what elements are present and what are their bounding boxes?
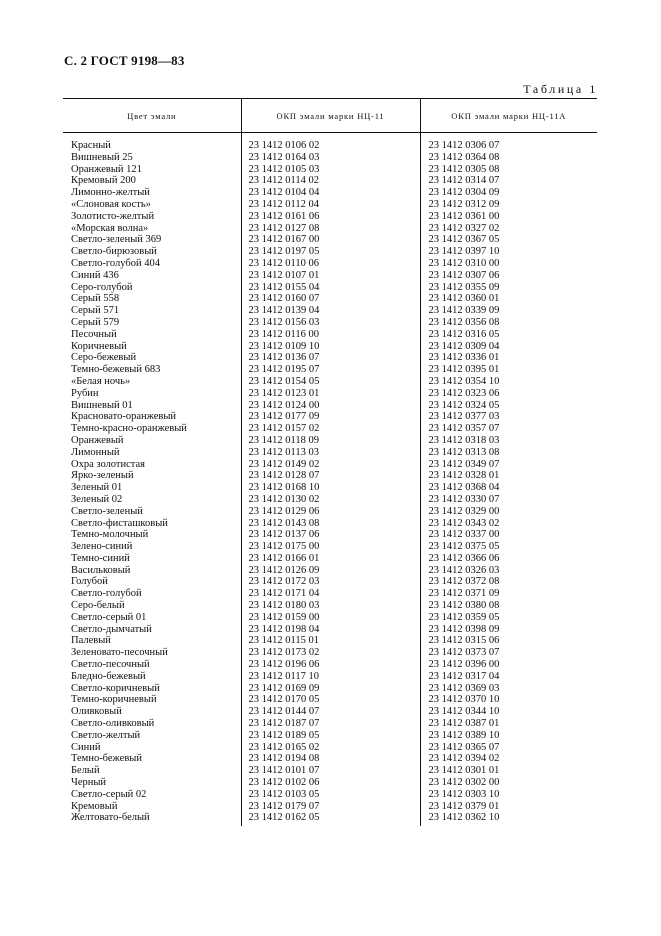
table-row <box>63 635 597 647</box>
table-row <box>63 706 597 718</box>
okp-nc11a-cell: 23 1412 0396 00 <box>420 659 597 671</box>
okp-nc11-cell: 23 1412 0179 07 <box>241 801 420 813</box>
okp-nc11a-cell: 23 1412 0337 00 <box>420 529 597 541</box>
okp-nc11a-cell: 23 1412 0373 07 <box>420 647 597 659</box>
table-row <box>63 518 597 530</box>
table-row <box>63 753 597 765</box>
okp-nc11-cell: 23 1412 0160 07 <box>241 293 420 305</box>
table-container <box>63 98 597 826</box>
okp-nc11-cell: 23 1412 0139 04 <box>241 305 420 317</box>
okp-nc11a-cell: 23 1412 0302 00 <box>420 777 597 789</box>
okp-nc11a-cell: 23 1412 0330 07 <box>420 494 597 506</box>
table-row <box>63 423 597 435</box>
okp-nc11-cell: 23 1412 0112 04 <box>241 199 420 211</box>
okp-nc11a-cell: 23 1412 0398 09 <box>420 624 597 636</box>
okp-nc11a-cell: 23 1412 0357 07 <box>420 423 597 435</box>
okp-nc11a-cell: 23 1412 0368 04 <box>420 482 597 494</box>
table-row <box>63 482 597 494</box>
color-name-cell: Лимонно-желтый <box>71 187 150 199</box>
okp-nc11-cell: 23 1412 0175 00 <box>241 541 420 553</box>
okp-nc11a-cell: 23 1412 0356 08 <box>420 317 597 329</box>
table-header-row <box>63 99 597 133</box>
color-name-cell: Синий <box>71 741 101 753</box>
okp-nc11-cell: 23 1412 0154 05 <box>241 376 420 388</box>
okp-nc11a-cell: 23 1412 0379 01 <box>420 801 597 813</box>
color-name-cell: Темно-молочный <box>71 529 149 541</box>
okp-nc11-cell: 23 1412 0117 10 <box>241 671 420 683</box>
okp-nc11-cell: 23 1412 0124 00 <box>241 400 420 412</box>
color-name-cell: Васильковый <box>71 564 131 576</box>
table-row <box>63 694 597 706</box>
table-row <box>63 352 597 364</box>
color-name-cell: Оранжевый 121 <box>71 163 142 175</box>
okp-nc11a-cell: 23 1412 0362 10 <box>420 812 597 826</box>
okp-nc11a-cell: 23 1412 0397 10 <box>420 246 597 258</box>
okp-nc11-cell: 23 1412 0127 08 <box>241 223 420 235</box>
table-body <box>63 133 597 827</box>
enamel-okp-table <box>63 98 597 826</box>
okp-nc11-cell: 23 1412 0168 10 <box>241 482 420 494</box>
okp-nc11-cell: 23 1412 0143 08 <box>241 518 420 530</box>
okp-nc11a-cell: 23 1412 0355 09 <box>420 282 597 294</box>
table-row <box>63 447 597 459</box>
okp-nc11a-cell: 23 1412 0323 06 <box>420 388 597 400</box>
table-row <box>63 435 597 447</box>
okp-nc11a-cell: 23 1412 0316 05 <box>420 329 597 341</box>
color-name-cell: Светло-фисташковый <box>71 517 168 529</box>
okp-nc11a-cell: 23 1412 0366 06 <box>420 553 597 565</box>
color-name-cell: Синий 436 <box>71 269 119 281</box>
table-row <box>63 293 597 305</box>
table-row <box>63 246 597 258</box>
okp-nc11-cell: 23 1412 0180 03 <box>241 600 420 612</box>
table-row <box>63 553 597 565</box>
okp-nc11-cell: 23 1412 0197 05 <box>241 246 420 258</box>
table-row <box>63 175 597 187</box>
table-row <box>63 152 597 164</box>
table-row <box>63 388 597 400</box>
color-name-cell: Светло-серый 01 <box>71 611 147 623</box>
okp-nc11-cell: 23 1412 0126 09 <box>241 565 420 577</box>
okp-nc11a-cell: 23 1412 0306 07 <box>420 133 597 152</box>
table-caption: Таблица 1 <box>523 82 598 96</box>
color-name-cell: Оранжевый <box>71 434 124 446</box>
okp-nc11a-cell: 23 1412 0367 05 <box>420 234 597 246</box>
okp-nc11-cell: 23 1412 0173 02 <box>241 647 420 659</box>
okp-nc11a-cell: 23 1412 0329 00 <box>420 506 597 518</box>
okp-nc11a-cell: 23 1412 0327 02 <box>420 223 597 235</box>
okp-nc11a-cell: 23 1412 0312 09 <box>420 199 597 211</box>
okp-nc11a-cell: 23 1412 0375 05 <box>420 541 597 553</box>
color-name-cell: Светло-зеленый <box>71 505 143 517</box>
color-name-cell: Желтовато-белый <box>71 812 150 824</box>
color-name-cell: Темно-бежевый <box>71 753 142 765</box>
okp-nc11a-cell: 23 1412 0339 09 <box>420 305 597 317</box>
okp-nc11a-cell: 23 1412 0364 08 <box>420 152 597 164</box>
table-row <box>63 718 597 730</box>
okp-nc11a-cell: 23 1412 0314 07 <box>420 175 597 187</box>
table-row <box>63 659 597 671</box>
okp-nc11-cell: 23 1412 0187 07 <box>241 718 420 730</box>
okp-nc11a-cell: 23 1412 0387 01 <box>420 718 597 730</box>
color-name-cell: Серо-бежевый <box>71 352 137 364</box>
okp-nc11-cell: 23 1412 0130 02 <box>241 494 420 506</box>
table-row <box>63 470 597 482</box>
okp-nc11a-cell: 23 1412 0343 02 <box>420 518 597 530</box>
column-header-okp-nc11a: ОКП эмали марки НЦ-11А <box>420 99 597 133</box>
okp-nc11-cell: 23 1412 0114 02 <box>241 175 420 187</box>
okp-nc11-cell: 23 1412 0189 05 <box>241 730 420 742</box>
table-row <box>63 812 597 826</box>
table-row <box>63 494 597 506</box>
table-row <box>63 282 597 294</box>
color-name-cell: Светло-бирюзовый <box>71 246 157 258</box>
table-row <box>63 742 597 754</box>
okp-nc11a-cell: 23 1412 0371 09 <box>420 588 597 600</box>
color-name-cell: Темно-коричневый <box>71 694 157 706</box>
okp-nc11a-cell: 23 1412 0309 04 <box>420 341 597 353</box>
okp-nc11a-cell: 23 1412 0394 02 <box>420 753 597 765</box>
color-name-cell: Золотисто-желтый <box>71 210 155 222</box>
color-name-cell: Светло-дымчатый <box>71 623 152 635</box>
color-name-cell: Оливковый <box>71 706 122 718</box>
okp-nc11-cell: 23 1412 0196 06 <box>241 659 420 671</box>
okp-nc11-cell: 23 1412 0165 02 <box>241 742 420 754</box>
okp-nc11a-cell: 23 1412 0365 07 <box>420 742 597 754</box>
table-row <box>63 765 597 777</box>
table-row <box>63 164 597 176</box>
color-name-cell: Голубой <box>71 576 108 588</box>
table-row <box>63 730 597 742</box>
okp-nc11-cell: 23 1412 0162 05 <box>241 812 420 826</box>
okp-nc11a-cell: 23 1412 0307 06 <box>420 270 597 282</box>
color-name-cell: Кремовый 200 <box>71 175 136 187</box>
okp-nc11a-cell: 23 1412 0344 10 <box>420 706 597 718</box>
okp-nc11-cell: 23 1412 0110 06 <box>241 258 420 270</box>
color-name-cell: Палевый <box>71 635 111 647</box>
color-name-cell: «Морская волна» <box>71 222 149 234</box>
color-name-cell: Светло-зеленый 369 <box>71 234 162 246</box>
table-row <box>63 541 597 553</box>
table-row <box>63 647 597 659</box>
okp-nc11a-cell: 23 1412 0324 05 <box>420 400 597 412</box>
color-name-cell: Темно-бежевый 683 <box>71 364 161 376</box>
okp-nc11-cell: 23 1412 0118 09 <box>241 435 420 447</box>
table-row <box>63 317 597 329</box>
table-row <box>63 529 597 541</box>
okp-nc11-cell: 23 1412 0123 01 <box>241 388 420 400</box>
okp-nc11a-cell: 23 1412 0328 01 <box>420 470 597 482</box>
okp-nc11a-cell: 23 1412 0336 01 <box>420 352 597 364</box>
color-name-cell: Бледно-бежевый <box>71 670 146 682</box>
table-row <box>63 612 597 624</box>
okp-nc11a-cell: 23 1412 0380 08 <box>420 600 597 612</box>
color-name-cell: Темно-красно-оранжевый <box>71 423 187 435</box>
column-header-color: Цвет эмали <box>63 99 241 133</box>
okp-nc11-cell: 23 1412 0103 05 <box>241 789 420 801</box>
color-name-cell: Рубин <box>71 387 99 399</box>
color-name-cell: Светло-серый 02 <box>71 788 147 800</box>
okp-nc11a-cell: 23 1412 0395 01 <box>420 364 597 376</box>
okp-nc11a-cell: 23 1412 0304 09 <box>420 187 597 199</box>
table-row <box>63 789 597 801</box>
okp-nc11-cell: 23 1412 0116 00 <box>241 329 420 341</box>
okp-nc11-cell: 23 1412 0161 06 <box>241 211 420 223</box>
color-name-cell: Серый 571 <box>71 305 120 317</box>
color-name-cell: Коричневый <box>71 340 127 352</box>
table-row <box>63 199 597 211</box>
okp-nc11-cell: 23 1412 0171 04 <box>241 588 420 600</box>
okp-nc11a-cell: 23 1412 0305 08 <box>420 164 597 176</box>
table-row <box>63 187 597 199</box>
okp-nc11-cell: 23 1412 0157 02 <box>241 423 420 435</box>
color-name-cell: «Белая ночь» <box>71 375 131 387</box>
table-row <box>63 270 597 282</box>
okp-nc11-cell: 23 1412 0106 02 <box>241 133 420 152</box>
okp-nc11-cell: 23 1412 0169 09 <box>241 683 420 695</box>
okp-nc11a-cell: 23 1412 0361 00 <box>420 211 597 223</box>
color-name-cell: Серый 579 <box>71 316 120 328</box>
okp-nc11a-cell: 23 1412 0313 08 <box>420 447 597 459</box>
table-row <box>63 376 597 388</box>
okp-nc11-cell: 23 1412 0144 07 <box>241 706 420 718</box>
okp-nc11a-cell: 23 1412 0326 03 <box>420 565 597 577</box>
color-name-cell: Серо-белый <box>71 600 125 612</box>
okp-nc11-cell: 23 1412 0137 06 <box>241 529 420 541</box>
okp-nc11a-cell: 23 1412 0301 01 <box>420 765 597 777</box>
page-header: С. 2 ГОСТ 9198—83 <box>64 53 185 68</box>
color-name-cell: Кремовый <box>71 800 118 812</box>
color-name-cell: Белый <box>71 765 100 777</box>
okp-nc11a-cell: 23 1412 0369 03 <box>420 683 597 695</box>
column-header-okp-nc11: ОКП эмали марки НЦ-11 <box>241 99 420 133</box>
color-name-cell: Темно-синий <box>71 552 130 564</box>
table-row <box>63 411 597 423</box>
color-name-cell: Серый 558 <box>71 293 120 305</box>
okp-nc11a-cell: 23 1412 0349 07 <box>420 459 597 471</box>
table-row <box>63 600 597 612</box>
table-row <box>63 624 597 636</box>
okp-nc11a-cell: 23 1412 0303 10 <box>420 789 597 801</box>
table-row <box>63 364 597 376</box>
table-row <box>63 400 597 412</box>
color-name-cell: Светло-желтый <box>71 729 141 741</box>
color-name-cell: Зеленовато-песочный <box>71 647 168 659</box>
color-name-cell: Светло-коричневый <box>71 682 160 694</box>
table-row <box>63 801 597 813</box>
color-name-cell: Светло-песочный <box>71 659 150 671</box>
color-name-cell: Зелено-синий <box>71 541 133 553</box>
table-row <box>63 329 597 341</box>
okp-nc11-cell: 23 1412 0164 03 <box>241 152 420 164</box>
okp-nc11-cell: 23 1412 0105 03 <box>241 164 420 176</box>
color-name-cell: Красновато-оранжевый <box>71 411 177 423</box>
okp-nc11-cell: 23 1412 0166 01 <box>241 553 420 565</box>
okp-nc11-cell: 23 1412 0195 07 <box>241 364 420 376</box>
color-name-cell: Красный <box>71 140 111 151</box>
okp-nc11a-cell: 23 1412 0354 10 <box>420 376 597 388</box>
color-name-cell: Вишневый 01 <box>71 399 133 411</box>
okp-nc11a-cell: 23 1412 0389 10 <box>420 730 597 742</box>
okp-nc11a-cell: 23 1412 0315 06 <box>420 635 597 647</box>
okp-nc11-cell: 23 1412 0101 07 <box>241 765 420 777</box>
table-row <box>63 341 597 353</box>
okp-nc11-cell: 23 1412 0136 07 <box>241 352 420 364</box>
okp-nc11-cell: 23 1412 0107 01 <box>241 270 420 282</box>
okp-nc11-cell: 23 1412 0115 01 <box>241 635 420 647</box>
table-row <box>63 211 597 223</box>
color-name-cell: Зеленый 02 <box>71 493 123 505</box>
okp-nc11a-cell: 23 1412 0318 03 <box>420 435 597 447</box>
color-name-cell: Вишневый 25 <box>71 151 133 163</box>
table-row <box>63 565 597 577</box>
okp-nc11a-cell: 23 1412 0359 05 <box>420 612 597 624</box>
color-name-cell: Зеленый 01 <box>71 482 123 494</box>
table-row <box>63 223 597 235</box>
okp-nc11-cell: 23 1412 0149 02 <box>241 459 420 471</box>
table-row <box>63 506 597 518</box>
okp-nc11-cell: 23 1412 0167 00 <box>241 234 420 246</box>
color-name-cell: Песочный <box>71 328 117 340</box>
color-name-cell: Светло-голубой <box>71 588 142 600</box>
okp-nc11-cell: 23 1412 0113 03 <box>241 447 420 459</box>
okp-nc11-cell: 23 1412 0177 09 <box>241 411 420 423</box>
okp-nc11a-cell: 23 1412 0310 00 <box>420 258 597 270</box>
color-name-cell: Лимонный <box>71 446 120 458</box>
color-name-cell: Ярко-зеленый <box>71 470 134 482</box>
okp-nc11-cell: 23 1412 0129 06 <box>241 506 420 518</box>
okp-nc11-cell: 23 1412 0102 06 <box>241 777 420 789</box>
okp-nc11-cell: 23 1412 0198 04 <box>241 624 420 636</box>
table-row <box>63 671 597 683</box>
okp-nc11-cell: 23 1412 0159 00 <box>241 612 420 624</box>
okp-nc11a-cell: 23 1412 0370 10 <box>420 694 597 706</box>
table-row <box>63 777 597 789</box>
table-row <box>63 133 597 152</box>
okp-nc11-cell: 23 1412 0109 10 <box>241 341 420 353</box>
color-name-cell: «Слоновая кость» <box>71 198 151 210</box>
okp-nc11a-cell: 23 1412 0360 01 <box>420 293 597 305</box>
okp-nc11a-cell: 23 1412 0317 04 <box>420 671 597 683</box>
color-name-cell: Черный <box>71 777 107 789</box>
table-row <box>63 234 597 246</box>
okp-nc11-cell: 23 1412 0156 03 <box>241 317 420 329</box>
okp-nc11-cell: 23 1412 0155 04 <box>241 282 420 294</box>
table-row <box>63 459 597 471</box>
table-row <box>63 683 597 695</box>
color-name-cell: Светло-оливковый <box>71 718 155 730</box>
table-row <box>63 576 597 588</box>
color-name-cell: Светло-голубой 404 <box>71 257 160 269</box>
color-name-cell: Охра золотистая <box>71 458 145 470</box>
okp-nc11-cell: 23 1412 0128 07 <box>241 470 420 482</box>
okp-nc11a-cell: 23 1412 0377 03 <box>420 411 597 423</box>
color-name-cell: Серо-голубой <box>71 281 133 293</box>
table-row <box>63 258 597 270</box>
okp-nc11-cell: 23 1412 0194 08 <box>241 753 420 765</box>
okp-nc11-cell: 23 1412 0104 04 <box>241 187 420 199</box>
okp-nc11-cell: 23 1412 0170 05 <box>241 694 420 706</box>
table-row <box>63 588 597 600</box>
okp-nc11a-cell: 23 1412 0372 08 <box>420 576 597 588</box>
okp-nc11-cell: 23 1412 0172 03 <box>241 576 420 588</box>
table-row <box>63 305 597 317</box>
